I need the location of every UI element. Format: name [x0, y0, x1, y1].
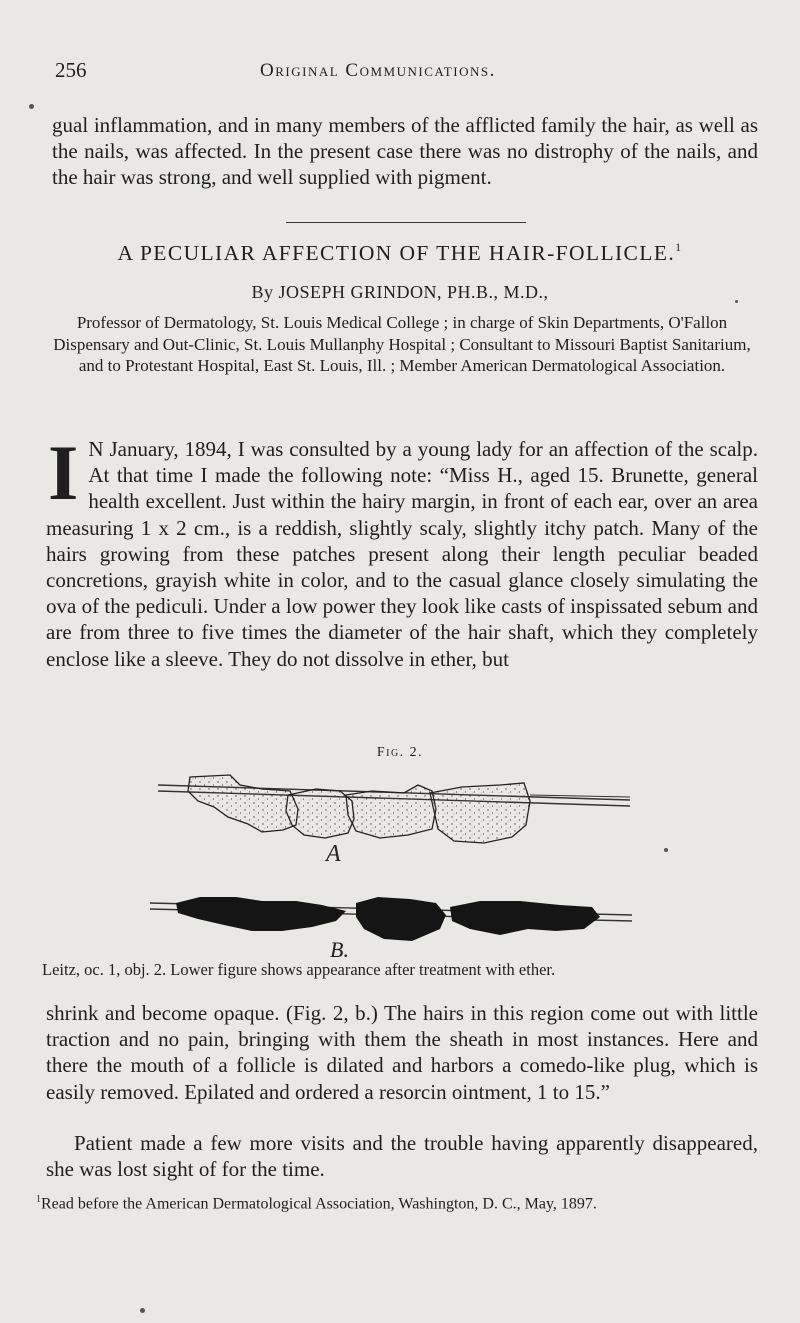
journal-section-title: Original Communications.: [260, 60, 496, 81]
hair-illustration: [0, 745, 800, 960]
article-title-text: A PECULIAR AFFECTION OF THE HAIR-FOLLICLE.: [117, 241, 676, 265]
footnote: [36, 1190, 756, 1213]
print-speck: [140, 1308, 145, 1313]
footnote-mark: 1: [36, 1194, 41, 1205]
article-paragraph-1: [46, 429, 758, 672]
figure-a-hair-with-casts: [158, 775, 630, 843]
print-speck: [664, 848, 668, 852]
section-divider: [286, 222, 526, 223]
previous-article-closing-paragraph: gual inflammation, and in many members of the afflicted family the hair, as well as the nails, was affected. In the present case there was no distrophy of the nails, and the hair was strong, and well supplied with pigment.: [52, 113, 758, 190]
article-byline: By JOSEPH GRINDON, PH.B., M.D.,: [251, 282, 549, 302]
print-speck: [735, 300, 738, 303]
sebum-cast-2: [286, 789, 354, 838]
sebum-cast-3: [346, 785, 436, 838]
sebum-cast-1: [188, 775, 298, 832]
figure-label-a: A: [326, 841, 341, 867]
author-affiliation: Professor of Dermatology, St. Louis Medical College ; in charge of Skin Departments, O'Fallon Dispensary and Out-Clinic, St. Louis Mullanphy Hospital ; Consultant to Missouri Baptist Sanitarium, and to Protestant Hospital, East St. Louis, Ill. ; Member American Dermatological Association.: [53, 313, 751, 375]
opaque-cast-1: [176, 897, 346, 931]
footnote-text: Read before the American Dermatological Association, Washington, D. C., May, 1897.: [41, 1195, 597, 1213]
article-paragraph-2: shrink and become opaque. (Fig. 2, b.) The hairs in this region come out with little traction and no pain, bringing with them the sheath in most instances. Here and there the mouth of a follicle is dilated and harbors a comedo-like plug, which is easily removed. Epilated and ordered a resorcin ointment, 1 to 15.”: [46, 1001, 758, 1104]
article-title: [0, 240, 800, 266]
opaque-cast-2: [356, 897, 446, 941]
figure-2: [0, 745, 800, 960]
figure-label-b: B.: [330, 937, 349, 960]
figure-b-hair-after-ether: [150, 897, 632, 941]
figure-caption: Leitz, oc. 1, obj. 2. Lower figure shows appearance after treatment with ether.: [42, 960, 556, 979]
print-speck: [29, 104, 34, 109]
page-number: 256: [55, 58, 87, 82]
drop-cap: I: [48, 429, 79, 516]
paragraph-1-text: N January, 1894, I was consulted by a young lady for an affection of the scalp. At that time I made the following note: “Miss H., aged 15. Brunette, general health excellent. Just within the hairy margin, in front of each ear, over an area measuring 1 x 2 cm., is a reddish, slightly scaly, slightly itchy patch. Many of the hairs growing from these patches present along their length peculiar beaded concretions, grayish white in color, and to the casual glance closely simulating the ova of the pediculi. Under a low power they look like casts of inspissated sebum and are from three to five times the diameter of the hair shaft, which they completely enclose like a sleeve. They do not dissolve in ether, but: [46, 437, 758, 671]
article-paragraph-3: Patient made a few more visits and the trouble having apparently disappeared, she was lost sight of for the time.: [46, 1131, 758, 1182]
running-head: [55, 58, 755, 88]
sebum-cast-4: [430, 783, 530, 843]
opaque-cast-3: [450, 901, 600, 935]
title-footnote-mark: 1: [675, 240, 683, 254]
figure-label: Fig. 2.: [376, 745, 424, 760]
